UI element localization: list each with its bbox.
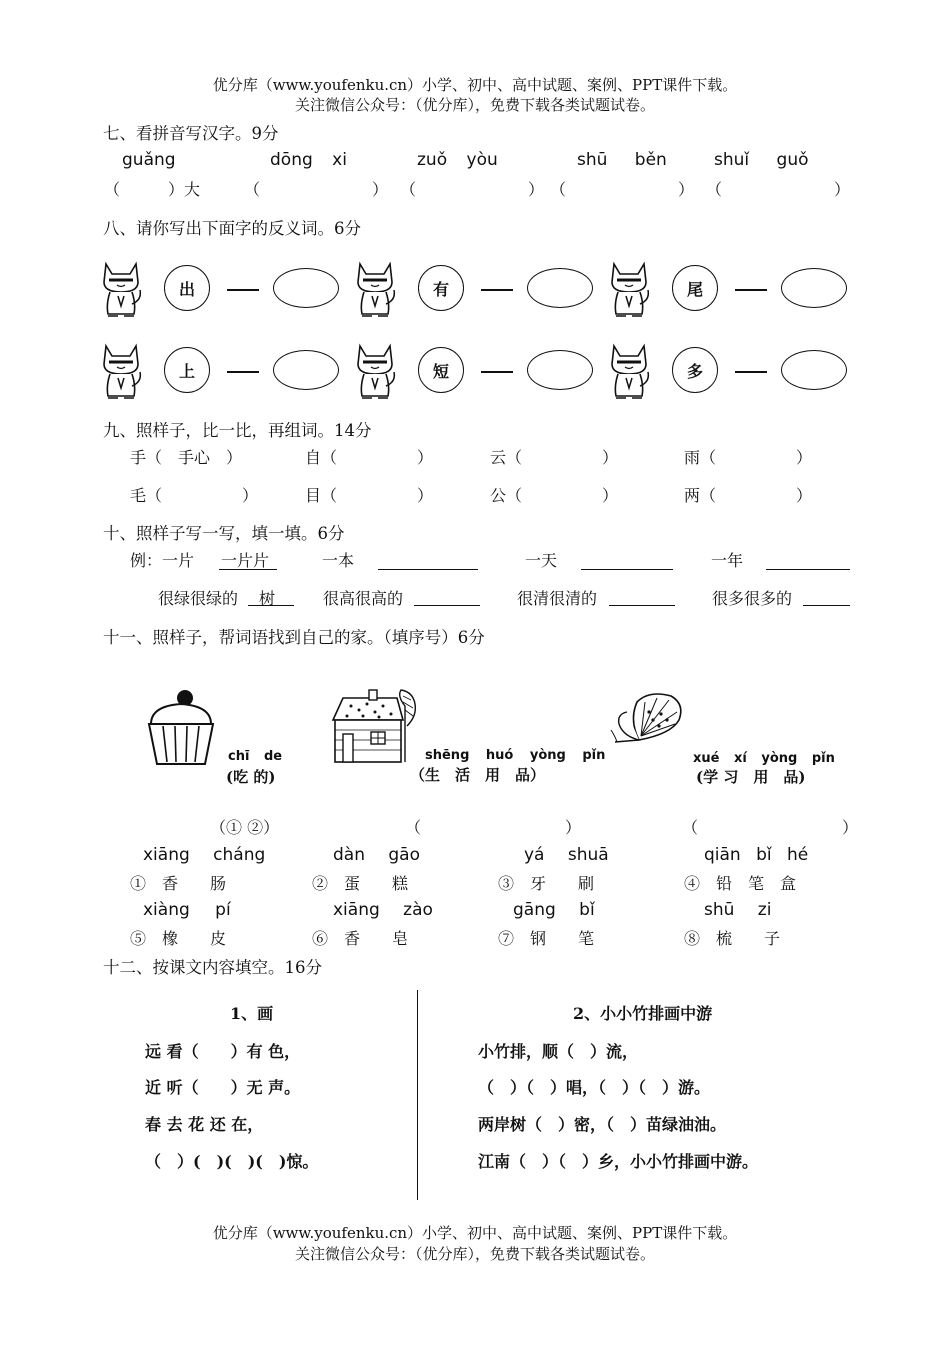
section-10-title: 十、照样子写一写，填一填。6分: [103, 524, 345, 543]
column-divider: [417, 990, 418, 1200]
fill-blank[interactable]: [414, 605, 480, 606]
dash: [735, 289, 767, 291]
footer-line-1: 优分库（www.youfenku.cn）小学、初中、高中试题、案例、PPT课件下载。: [212, 1224, 738, 1242]
answer-box-1: （ ）大: [104, 180, 201, 199]
pinyin-1: guǎng: [122, 150, 176, 170]
word-pinyin: xiāng cháng: [143, 845, 266, 865]
answer-box-5: （ ）: [706, 180, 851, 199]
dash: [481, 371, 513, 373]
underline: [248, 605, 294, 606]
compare-item: 目（ ）: [305, 486, 434, 505]
compare-item: 两（ ）: [684, 486, 813, 505]
butterfly-icon: [609, 690, 685, 752]
category-2-pinyin: shēng huó yòng pǐn: [425, 748, 606, 763]
char-circle: 尾: [672, 265, 718, 311]
char-circle: 短: [418, 347, 464, 393]
compare-item: 自（ ）: [305, 448, 434, 467]
measure-item: 一天: [525, 551, 558, 570]
cat-icon: [606, 260, 652, 318]
phrase: 很清很清的: [517, 589, 598, 608]
fill-blank[interactable]: [581, 569, 673, 570]
cat-icon: [98, 342, 144, 400]
poem-1-line: 春 去 花 还 在，: [145, 1115, 264, 1134]
poem-1-line: （ ）( )( )( )惊。: [145, 1152, 319, 1171]
word-item: ③ 牙 刷: [498, 874, 595, 893]
word-item: ⑦ 钢 笔: [498, 929, 595, 948]
pinyin-2: dōng xi: [270, 150, 347, 170]
category-2-label: （生 活 用 品）: [410, 766, 546, 784]
underline: [219, 569, 277, 570]
cat-icon: [352, 260, 398, 318]
word-item: ⑥ 香 皂: [312, 929, 409, 948]
char-circle: 出: [164, 265, 210, 311]
word-item: ⑧ 梳 子: [684, 929, 781, 948]
dash: [481, 289, 513, 291]
fill-blank[interactable]: [766, 569, 850, 570]
section-7-title: 七、看拼音写汉字。9分: [103, 124, 279, 143]
answer-oval[interactable]: [273, 350, 339, 390]
header-line-1: 优分库（www.youfenku.cn）小学、初中、高中试题、案例、PPT课件下载。: [212, 76, 738, 94]
word-item: ② 蛋 糕: [312, 874, 409, 893]
dash: [227, 371, 259, 373]
compare-item: 云（ ）: [490, 448, 619, 467]
pinyin-5: shuǐ guǒ: [714, 150, 809, 170]
footer-line-2: 关注微信公众号：（优分库），免费下载各类试题试卷。: [294, 1245, 655, 1263]
poem-2-line: 小竹排，顺（ ）流，: [478, 1042, 639, 1061]
word-item: ④ 铅 笔 盒: [684, 874, 797, 893]
pinyin-3: zuǒ yòu: [417, 150, 498, 170]
answer-oval[interactable]: [527, 350, 593, 390]
measure-item: 一本: [322, 551, 355, 570]
answer-oval[interactable]: [273, 268, 339, 308]
phrase: 很绿很绿的: [158, 589, 239, 608]
answer-oval[interactable]: [781, 350, 847, 390]
char-circle: 有: [418, 265, 464, 311]
poem-1-line: 近 听（ ）无 声。: [145, 1078, 301, 1097]
house-icon: [327, 686, 417, 766]
phrase: 很多很多的: [712, 589, 793, 608]
answer-box-4: （ ）: [550, 180, 695, 199]
word-pinyin: shū zi: [704, 900, 772, 920]
poem-1-title: 1、画: [230, 1004, 274, 1023]
answer-slot-1: （① ②）: [210, 818, 280, 837]
answer-box-2: （ ）: [244, 180, 389, 199]
section-11-title: 十一、照样子，帮词语找到自己的家。（填序号）6分: [103, 628, 485, 647]
section-8-title: 八、请你写出下面字的反义词。6分: [103, 219, 361, 238]
phrase-example: 树: [259, 589, 276, 608]
cat-icon: [606, 342, 652, 400]
dash: [227, 289, 259, 291]
measure-item: 一年: [711, 551, 744, 570]
fill-blank[interactable]: [803, 605, 850, 606]
char-circle: 上: [164, 347, 210, 393]
pinyin-4: shū běn: [577, 150, 667, 170]
answer-slot-3: （ ）: [682, 818, 859, 837]
compare-item: 公（ ）: [490, 486, 619, 505]
fill-blank[interactable]: [378, 569, 478, 570]
category-3-label: (学 习 用 品): [696, 768, 806, 786]
word-item: ⑤ 橡 皮: [130, 929, 227, 948]
dash: [735, 371, 767, 373]
word-item: ① 香 肠: [130, 874, 227, 893]
example-answer: 一片片: [221, 551, 270, 570]
word-pinyin: xiāng zào: [333, 900, 433, 920]
phrase: 很高很高的: [323, 589, 404, 608]
word-pinyin: dàn gāo: [333, 845, 420, 865]
compare-item: 手（ 手心 ）: [130, 448, 243, 467]
cupcake-icon: [145, 688, 217, 766]
answer-slot-2: （ ）: [405, 818, 582, 837]
word-pinyin: xiàng pí: [143, 900, 231, 920]
section-12-title: 十二、按课文内容填空。16分: [103, 958, 322, 977]
category-1-label: (吃 的): [226, 768, 276, 786]
cat-icon: [98, 260, 144, 318]
answer-oval[interactable]: [527, 268, 593, 308]
section-9-title: 九、照样子，比一比，再组词。14分: [103, 421, 372, 440]
word-pinyin: yá shuā: [524, 845, 609, 865]
word-pinyin: gāng bǐ: [513, 900, 595, 920]
char-circle: 多: [672, 347, 718, 393]
cat-icon: [352, 342, 398, 400]
compare-item: 雨（ ）: [684, 448, 813, 467]
poem-2-line: 两岸树（ ）密，（ ）苗绿油油。: [478, 1115, 727, 1134]
poem-2-title: 2、小小竹排画中游: [573, 1004, 713, 1023]
answer-box-3: （ ）: [400, 180, 545, 199]
answer-oval[interactable]: [781, 268, 847, 308]
example-label: 例：一片: [130, 551, 195, 570]
poem-1-line: 远 看（ ）有 色，: [145, 1042, 301, 1061]
poem-2-line: （ ）（ ）唱，（ ）（ ）游。: [478, 1078, 711, 1097]
header-line-2: 关注微信公众号：（优分库），免费下载各类试题试卷。: [294, 96, 655, 114]
category-3-pinyin: xué xí yòng pǐn: [693, 751, 835, 766]
category-1-pinyin: chī de: [228, 749, 283, 764]
word-pinyin: qiān bǐ hé: [704, 845, 809, 865]
fill-blank[interactable]: [609, 605, 675, 606]
compare-item: 毛（ ）: [130, 486, 259, 505]
poem-2-line: 江南（ ）（ ）乡，小小竹排画中游。: [478, 1152, 759, 1171]
